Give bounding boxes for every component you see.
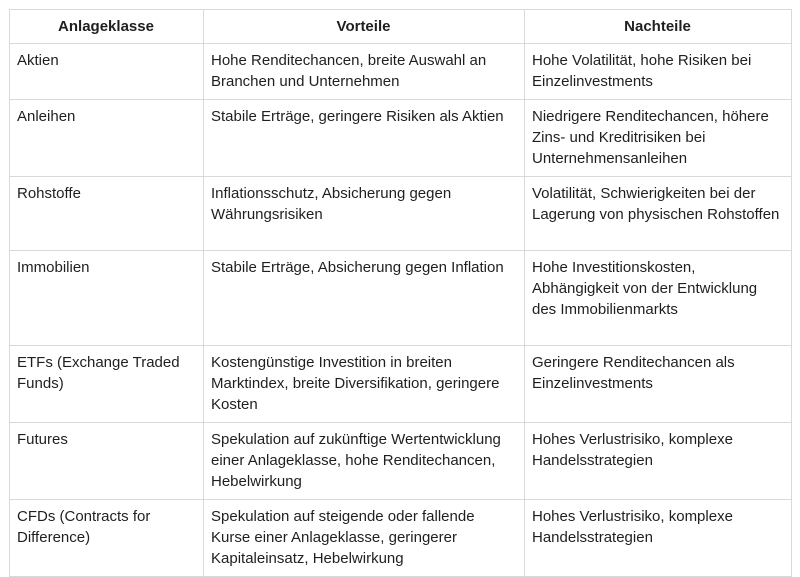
cell-vorteile: Hohe Renditechancen, breite Auswahl an Branchen und Unternehmen [204,44,525,100]
cell-anlageklasse: Anleihen [10,100,204,177]
cell-anlageklasse: Rohstoffe [10,177,204,251]
cell-anlageklasse: Immobilien [10,251,204,346]
cell-anlageklasse: ETFs (Exchange Traded Funds) [10,346,204,423]
table-header-row [10,10,792,44]
header-nachteile: Nachteile [525,10,792,44]
table-row [10,346,792,423]
table-row [10,44,792,100]
cell-nachteile: Hohes Verlustrisiko, komplexe Handelsstrategien [525,500,792,577]
cell-vorteile: Inflationsschutz, Absicherung gegen Währungsrisiken [204,177,525,251]
table-row [10,251,792,346]
cell-nachteile: Niedrigere Renditechancen, höhere Zins- und Kreditrisiken bei Unternehmensanleihen [525,100,792,177]
comparison-table [9,9,792,577]
table-row [10,423,792,500]
cell-anlageklasse: CFDs (Contracts for Difference) [10,500,204,577]
cell-vorteile: Stabile Erträge, Absicherung gegen Inflation [204,251,525,346]
cell-nachteile: Geringere Renditechancen als Einzelinvestments [525,346,792,423]
cell-nachteile: Hohes Verlustrisiko, komplexe Handelsstrategien [525,423,792,500]
cell-nachteile: Hohe Volatilität, hohe Risiken bei Einzelinvestments [525,44,792,100]
cell-anlageklasse: Futures [10,423,204,500]
cell-anlageklasse: Aktien [10,44,204,100]
cell-nachteile: Volatilität, Schwierigkeiten bei der Lagerung von physischen Rohstoffen [525,177,792,251]
table-row [10,177,792,251]
cell-vorteile: Spekulation auf steigende oder fallende Kurse einer Anlageklasse, geringerer Kapitaleinsatz, Hebelwirkung [204,500,525,577]
header-anlageklasse: Anlageklasse [10,10,204,44]
cell-vorteile: Kostengünstige Investition in breiten Marktindex, breite Diversifikation, geringere Kosten [204,346,525,423]
cell-vorteile: Stabile Erträge, geringere Risiken als Aktien [204,100,525,177]
header-vorteile: Vorteile [204,10,525,44]
table-row [10,100,792,177]
table-container [9,9,792,577]
cell-nachteile: Hohe Investitionskosten, Abhängigkeit von der Entwicklung des Immobilienmarkts [525,251,792,346]
cell-vorteile: Spekulation auf zukünftige Wertentwicklung einer Anlageklasse, hohe Renditechancen, Hebelwirkung [204,423,525,500]
table-row [10,500,792,577]
